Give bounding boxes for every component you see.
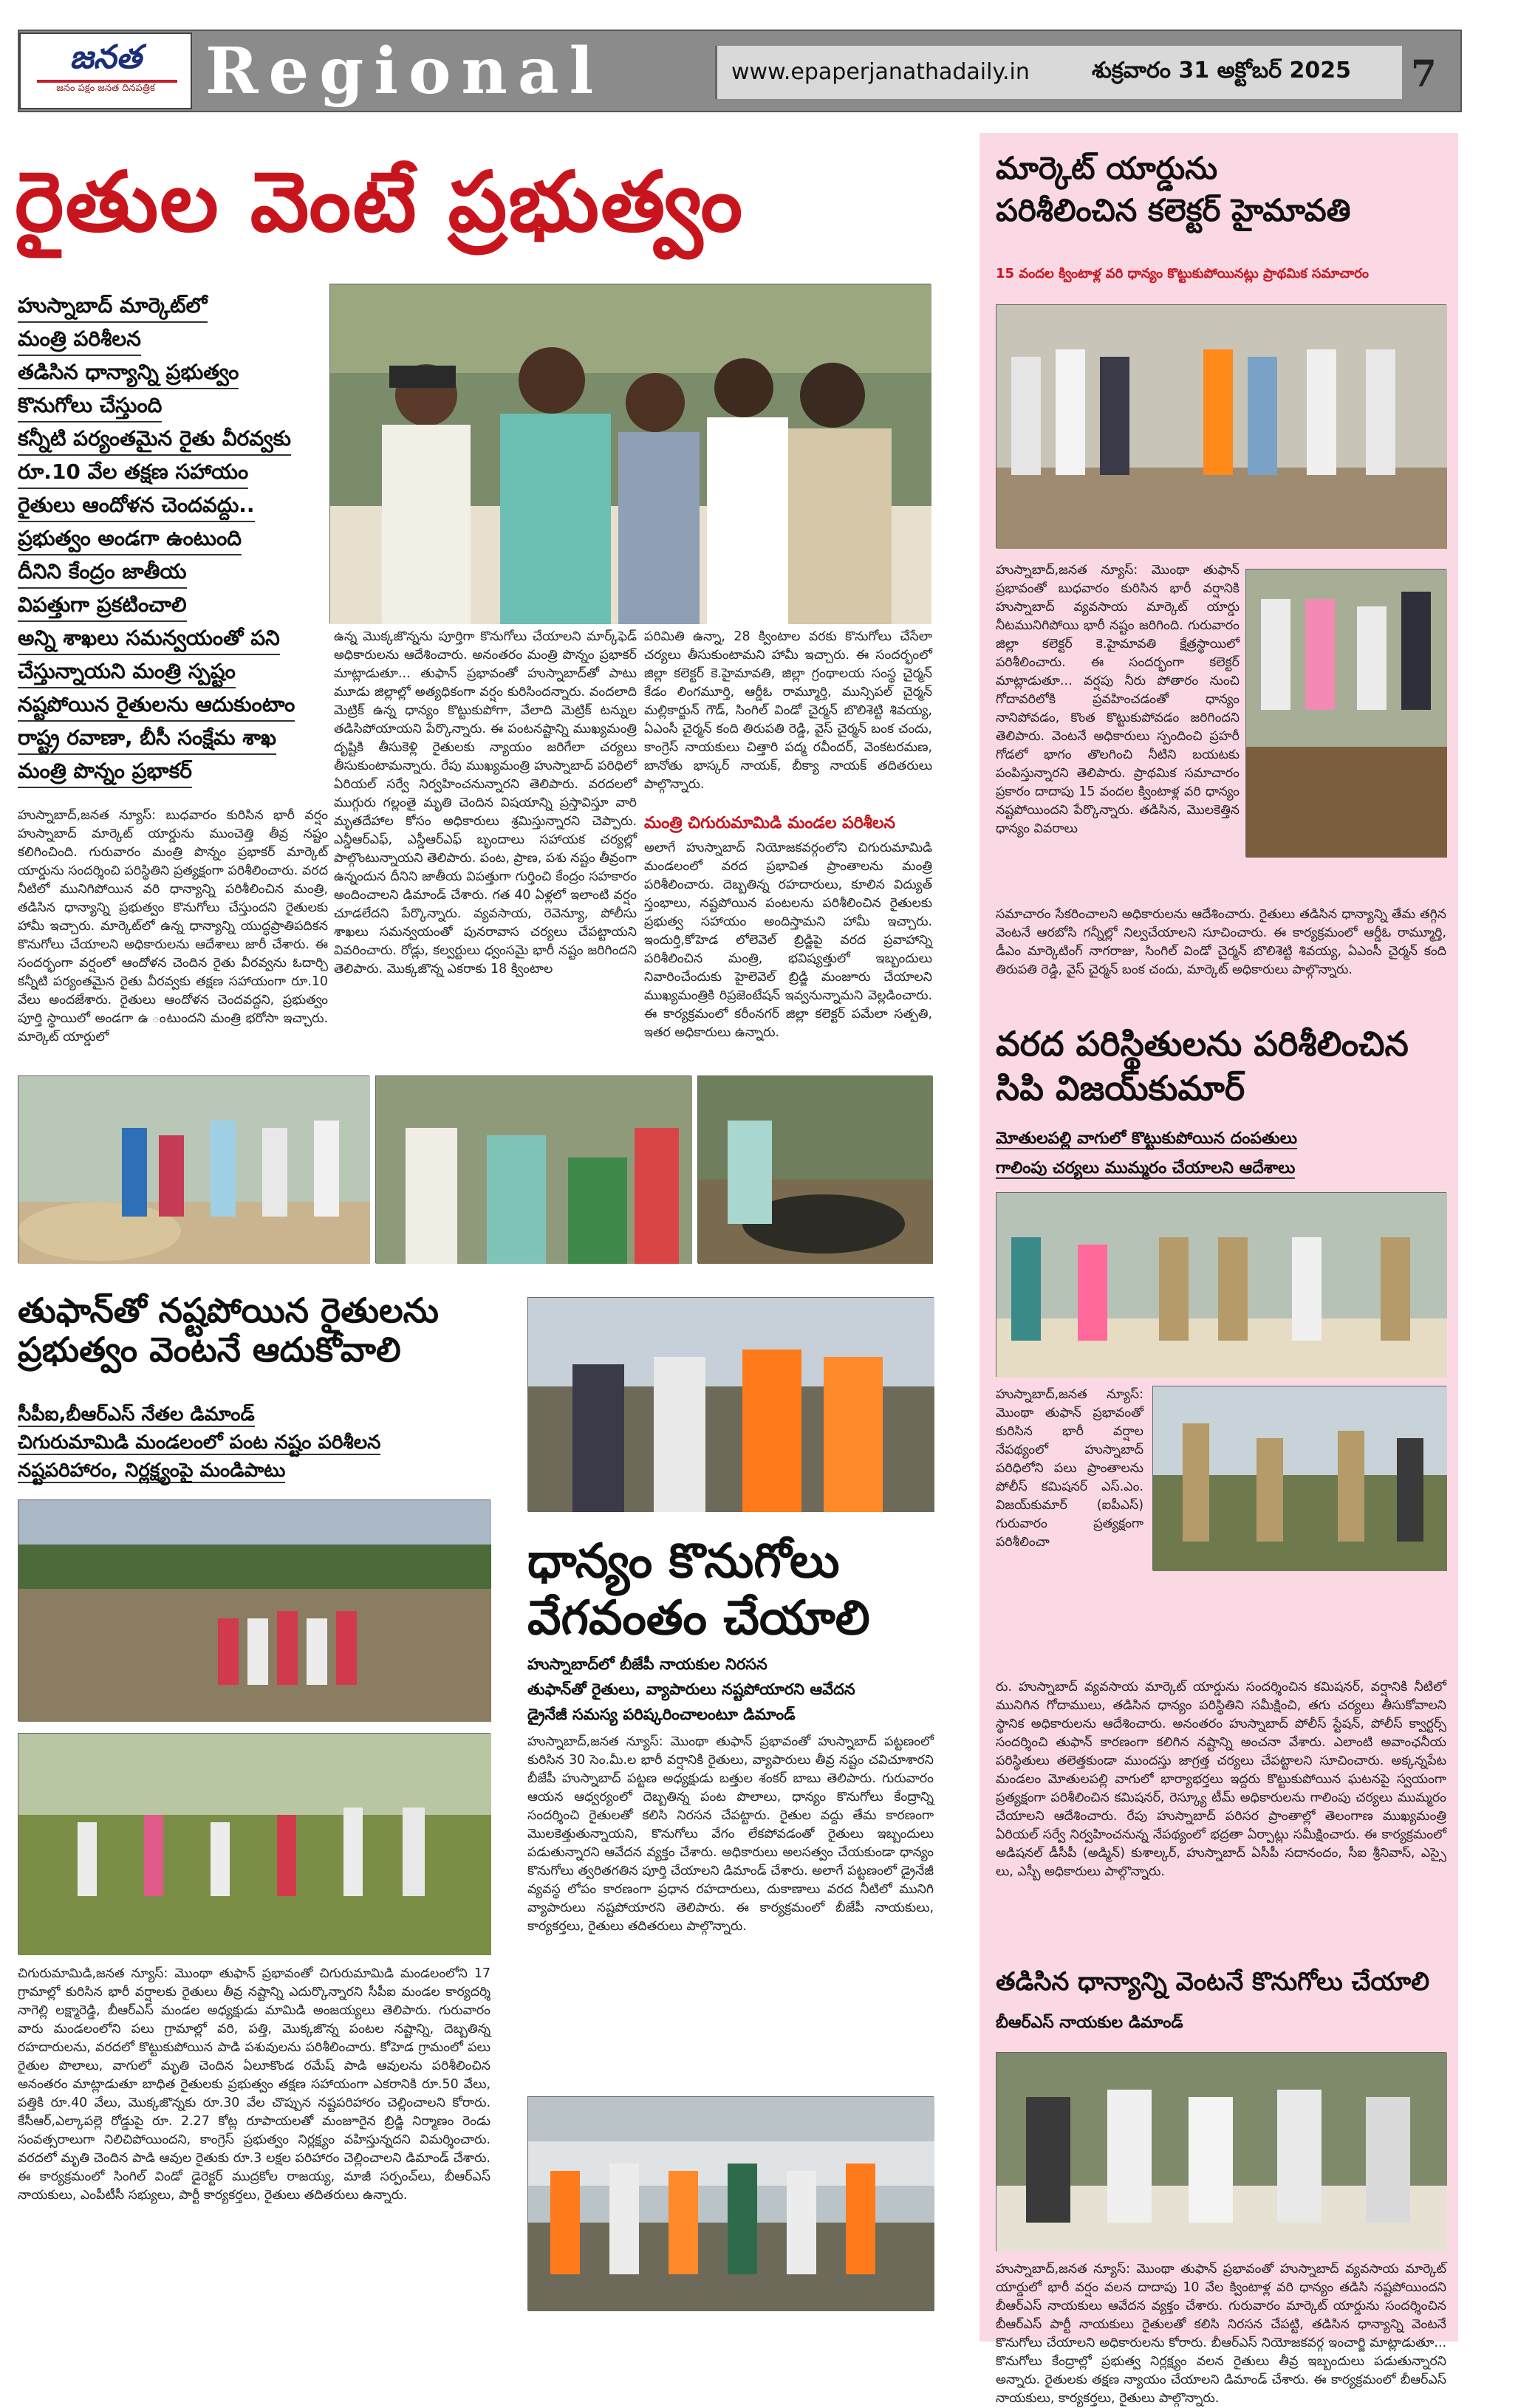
storm-headline: [18, 1291, 490, 1369]
lead-headline: రైతుల వెంటే ప్రభుత్వం: [15, 154, 745, 250]
collector-red-sub: 15 వందల క్వింటాళ్ల వరి ధాన్యం కొట్టుకుపోయినట్లు ప్రాథమిక సమాచారం: [996, 266, 1370, 281]
lead-photo-strip-2: [375, 1075, 691, 1263]
highlight-item: అన్ని శాఖలు సమన్వయంతో పని: [18, 622, 280, 655]
storm-headline-line2: ప్రభుత్వం వెంటనే ఆదుకోవాలి: [18, 1329, 401, 1369]
grain-sub: తుఫాన్‌తో రైతులు, వ్యాపారులు నష్టపోయారని ఆవేదన: [527, 1680, 855, 1698]
grain-photo-2: [527, 2096, 934, 2310]
page-number: 7: [1411, 52, 1437, 95]
lead-photo: [329, 284, 931, 623]
storm-subheads: [18, 1400, 490, 1485]
storm-body: చిగురుమామిడి,జనత న్యూస్: మొంథా తుఫాన్ ప్రభావంతో చిగురుమామిడి మండలంలోని 17 గ్రామాల్లో కురిసిన భారీ వర్షాలకు రైతులు తీవ్ర నష్టాన్ని ఎదుర్కొన్నారని సీపీఐ మండల కార్యదర్శి నాగెల్లి లక్ష్మారెడ్డి, బీఆర్ఎస్ మండల అధ్యక్షుడు మామిడి అంజయ్యలు తెలిపారు. గురువారం వారు మండలంలోని పలు గ్రామాల్లో వరి, పత్తి, మొక్కజొన్న పంటల నష్టాన్ని, దెబ్బతిన్న రహదారులను, వరదలో కొట్టుకుపోయిన పాడి పశువులను పరిశీలించారు. కోహెడ గ్రామంలో పలు రైతుల పొలాలు, వాగులో మృతి చెందిన ఏలూకొండ రమేష్ పాడి ఆవులను పరిశీలించిన అనంతరం మాట్లాడుతూ బాధిత రైతులకు ప్రభుత్వం తక్షణ సహాయంగా ఎకరానికి రూ.50 వేలు, పత్తికి రూ.40 వేలు, మొక్కజొన్నకు రూ.30 వేల చొప్పున నష్టపరిహారం చెల్లించాలని కోరారు. కేసీఆర్,ఎల్కాపల్లె రోడ్డుపై రూ. 2.27 కోట్ల రూపాయలతో మంజూరైన బ్రిడ్జి నిర్మాణం రెండు సంవత్సరాలుగా నిలిచిపోయిందని, కాంగ్రెస్ ప్రభుత్వం నిర్లక్ష్యం వహిస్తున్నదని విమర్శించారు. వరదలో మృతి చెందిన పాడి ఆవుల రైతుకు రూ.3 లక్షల పరిహారం చెల్లించాలని డిమాండ్ చేశారు. ఈ కార్యక్రమంలో సింగిల్ విండో డైరెక్టర్ ముద్రకోల రాజయ్య, మాజీ సర్పంచ్‌లు, బీఆర్ఎస్ నాయకులు, ఎంపీటీసీ సభ్యులు, పార్టీ కార్యకర్తలు, రైతులు తదితరులు ఉన్నారు.: [18, 1966, 490, 2203]
brs-body: హుస్నాబాద్,జనత న్యూస్: మొంథా తుఫాన్ ప్రభావంతో హుస్నాబాద్ వ్యవసాయ మార్కెట్ యార్డులో భారీ వర్షం వలన దాదాపు 10 వేల క్వింటాళ్ల వరి ధాన్యం తడిసి నష్టపోయిందని బీఆర్ఎస్ నాయకులు ఆవేదన వ్యక్తం చేశారు. గురువారం మార్కెట్ యార్డును సందర్శించిన బీఆర్ఎస్ పార్టీ నాయకులు రైతులతో కలిసి నిరసన చేపట్టి, తడిసిన ధాన్యాన్ని వెంటనే కొనుగోలు చేయాలని అధికారులను కోరారు. బీఆర్ఎస్ నియోజకవర్గ ఇంచార్జి మాట్లాడుతూ... కొనుగోలు కేంద్రాల్లో ప్రభుత్వ నిర్లక్ష్యం వలన రైతులు తీవ్ర ఇబ్బందులు పడుతున్నారని అన్నారు. రైతులకు తక్షణ న్యాయం చేయాలని డిమాండ్ చేశారు. ఈ కార్యక్రమంలో బీఆర్ఎస్ నాయకులు, కార్యకర్తలు, రైతులు పాల్గొన్నారు.: [996, 2262, 1446, 2406]
website-link[interactable]: www.epaperjanathadaily.in: [731, 59, 1030, 85]
cp-body-side: హుస్నాబాద్,జనత న్యూస్: మొంథా తుఫాన్ ప్రభావంతో కురిసిన భారీ వర్షాల నేపథ్యంలో హుస్నాబాద్ పరిధిలోని పలు ప్రాంతాలను పోలీస్ కమిషనర్ ఎస్.ఎం. విజయ్‌కుమార్ (ఐపీఎస్) గురువారం ప్రత్యక్షంగా పరిశీలించా: [996, 1387, 1143, 1550]
collector-photo-2: [1245, 569, 1446, 857]
highlight-item: రైతులు ఆందోళన చెందవద్దు..: [18, 489, 255, 522]
highlight-item: నష్టపోయిన రైతులను ఆదుకుంటాం: [18, 688, 295, 722]
grain-sub: డ్రైనేజీ సమస్య పరిష్కరించాలంటూ డిమాండ్: [527, 1706, 796, 1723]
storm-sub: చిగురుమామిడి మండలంలో పంట నష్టం పరిశీలన: [18, 1432, 381, 1454]
grain-headline-line2: వేగవంతం చేయాలి: [527, 1590, 870, 1646]
lead-sub-headline: మంత్రి చిగురుమామిడి మండల పరిశీలన: [644, 814, 895, 832]
cp-sub: గాలింపు చర్యలు ముమ్మరం చేయాలని ఆదేశాలు: [996, 1159, 1296, 1177]
highlight-item: మంత్రి పరిశీలన: [18, 323, 141, 356]
highlight-item: మంత్రి పొన్నం ప్రభాకర్: [18, 755, 192, 788]
storm-headline-line1: తుఫాన్‌తో నష్టపోయిన రైతులను: [18, 1290, 439, 1330]
cp-headline-line2: సిపి విజయ్‌కుమార్: [996, 1067, 1245, 1108]
section-title: Regional: [205, 34, 604, 109]
highlight-item: రాష్ట్ర రవాణా, బీసీ సంక్షేమ శాఖ: [18, 722, 276, 755]
highlight-item: చేస్తున్నాయని మంత్రి స్పష్టం: [18, 655, 236, 688]
brs-headline: తడిసిన ధాన్యాన్ని వెంటనే కొనుగోలు చేయాలి: [996, 1967, 1430, 1997]
lead-photo-strip-3: [697, 1075, 932, 1263]
cp-subheads: [996, 1124, 1446, 1183]
grain-headline: [527, 1533, 941, 1647]
highlight-item: ప్రభుత్వం అండగా ఉంటుంది: [18, 522, 242, 555]
highlight-item: హుస్నాబాద్ మార్కెట్‌లో: [18, 290, 208, 323]
storm-photo-1: [18, 1499, 490, 1721]
brs-sub: బీఆర్ఎస్ నాయకుల డిమాండ్: [996, 2014, 1183, 2032]
lead-body-col3b: అలాగే హుస్నాబాద్ నియోజకవర్గంలోని చిగురుమామిడి మండలంలో వరద ప్రభావిత ప్రాంతాలను మంత్రి పరిశీలించారు. దెబ్బతిన్న రహదారులు, కూలిన విద్యుత్ స్తంభాలు, నష్టపోయిన పంటలను పరిశీలించిన రైతులకు ప్రభుత్వ సహాయం అందిస్తామని హామీ ఇచ్చారు. ఇందుర్తి,కోహెడ లోలెవెల్ బ్రిడ్జిపై వరద ప్రవాహాన్ని పరిశీలించిన మంత్రి, భవిష్యత్తులో ఇబ్బందులు నివారించేందుకు హైలెవెల్ బ్రిడ్జి మంజూరు చేయాలని ముఖ్యమంత్రికి రిప్రజెంటేషన్ ఇవ్వనున్నామని వెల్లడించారు. ఈ కార్యక్రమంలో కరీంనగర్ జిల్లా కలెక్టర్ పమేలా సత్పతి, ఇతర అధికారులు ఉన్నారు.: [644, 841, 932, 1040]
issue-date: శుక్రవారం 31 అక్టోబర్ 2025: [1092, 58, 1352, 83]
highlight-item: విపత్తుగా ప్రకటించాలి: [18, 589, 187, 622]
grain-sub: హుస్నాబాద్‌లో బీజేపీ నాయకుల నిరసన: [527, 1655, 767, 1673]
highlight-item: తడిసిన ధాన్యాన్ని ప్రభుత్వం: [18, 356, 239, 389]
lead-highlights: [18, 290, 328, 788]
highlight-item: రూ.10 వేల తక్షణ సహాయం: [18, 456, 248, 489]
cp-photo-1: [996, 1192, 1446, 1377]
storm-sub: నష్టపరిహారం, నిర్లక్ష్యంపై మండిపాటు: [18, 1460, 286, 1482]
collector-body: సమాచారం సేకరించాలని అధికారులను ఆదేశించారు. రైతులు తడిసిన ధాన్యాన్ని తేమ తగ్గిన వెంటనే ఆరబోసి గన్నీల్లో నిల్వచేయాలని సూచించారు. ఈ కార్యక్రమంలో ఆర్డీఓ రామ్మూర్తి, డీఎం మార్కెటింగ్ నాగరాజు, సింగిల్ విండో చైర్మన్ బొలిశెట్టి శివయ్య, ఏఎంసీ చైర్మన్ కంది తిరుపతి రెడ్డి, వైస్ చైర్మన్ బంక చందు, మార్కెట్ అధికారులు పాల్గొన్నారు.: [996, 907, 1446, 977]
logo-tagline: జనం పక్షం జనత దినపత్రిక: [56, 83, 155, 94]
grain-photo-1: [527, 1297, 934, 1511]
cp-photo-2: [1152, 1386, 1446, 1570]
collector-headline-line2: పరిశీలించిన కలెక్టర్ హైమావతి: [996, 191, 1351, 228]
lead-body-col1: హుస్నాబాద్,జనత న్యూస్: బుధవారం కురిసిన భారీ వర్షం హుస్నాబాద్ మార్కెట్ యార్డును ముంచెత్తి తీవ్ర నష్టం కలిగించింది. గురువారం మంత్రి పొన్నం ప్రభాకర్ మార్కెట్ యార్డును సందర్శించి పరిస్థితిని ప్రత్యక్షంగా పరిశీలించారు. వరద నీటిలో మునిగిపోయిన వరి ధాన్యాన్ని పరిశీలించిన మంత్రి, తడిసిన ధాన్యాన్ని ప్రభుత్వం కొనుగోలు చేస్తుందని రైతులకు హామీ ఇచ్చారు. మార్కెట్‌లో ఉన్న ధాన్యాన్ని యుద్ధప్రాతిపదికన కొనుగోలు చేయాలని అధికారులను ఆదేశాలు జారీ చేశారు. ఈ సందర్భంగా వర్షంలో ఆందోళన చెందిన రైతు వీరవ్వను ఓదార్చి కన్నీటి పర్యంతమైన రైతు వీరవ్వకు తక్షణ సహాయంగా రూ.10 వేలు అందజేశారు. రైతులు ఆందోళన చెందవద్దని, ప్రభుత్వం పూర్తి స్థాయిలో అండగా ఉ ంటుందని మంత్రి భరోసా ఇచ్చారు. మార్కెట్ యార్డులో: [18, 808, 328, 1044]
highlight-item: కన్నీటి పర్యంతమైన రైతు వీరవ్వకు: [18, 423, 291, 456]
brs-photo: [996, 2052, 1446, 2251]
collector-headline: [996, 148, 1446, 231]
collector-photo-1: [996, 304, 1446, 548]
lead-photo-strip-1: [18, 1075, 369, 1263]
highlight-item: కొనుగోలు చేస్తుంది: [18, 389, 162, 423]
grain-subheads: [527, 1652, 941, 1727]
grain-headline-line1: ధాన్యం కొనుగోలు: [527, 1533, 840, 1589]
cp-headline: [996, 1022, 1446, 1111]
storm-photo-2: [18, 1733, 490, 1954]
collector-headline-line1: మార్కెట్ యార్డును: [996, 150, 1218, 186]
grain-body: హుస్నాబాద్,జనత న్యూస్: మొంథా తుఫాన్ ప్రభావంతో హుస్నాబాద్ పట్టణంలో కురిసిన 30 సెం.మీ.ల భారీ వర్షానికి రైతులు, వ్యాపారులు తీవ్ర నష్టం చవిచూశారని బీజేపీ హుస్నాబాద్ పట్టణ అధ్యక్షుడు బత్తుల శంకర్ బాబు తెలిపారు. గురువారం ఆయన ఆధ్వర్యంలో దెబ్బతిన్న పంట పొలాలు, ధాన్యం కొనుగోలు కేంద్రాన్ని సందర్శించి రైతులతో కలిసి నిరసన చేపట్టారు. రైతుల వద్దు తేమ కారణంగా మొలకెత్తుతున్నాయని, కొనుగోలు వేగం లేకపోవడంతో రైతులు ఇబ్బందులు పడుతున్నారని ఆవేదన వ్యక్తం చేశారు. అధికారులు అలసత్వం చేయకుండా ధాన్యం కొనుగోలు త్వరితగతిన పూర్తి చేయాలని డిమాండ్ చేశారు. అలాగే పట్టణంలో డ్రైనేజీ వ్యవస్థ లోపం కారణంగా ప్రధాన రహదారులు, దుకాణాలు వరద నీటిలో మునిగి వ్యాపారులు నష్టపోయారని తెలిపారు. ఈ కార్యక్రమంలో బీజేపీ నాయకులు, కార్యకర్తలు, రైతులు తదితరులు పాల్గొన్నారు.: [527, 1734, 934, 1934]
collector-body-side: హుస్నాబాద్,జనత న్యూస్: మొంథా తుఫాన్ ప్రభావంతో బుధవారం కురిసిన భారీ వర్షానికి హుస్నాబాద్ వ్యవసాయ మార్కెట్ యార్డు నీటమునిగిపోయి భారీ నష్టం జరిగింది. గురువారం జిల్లా కలెక్టర్ కె.హైమావతి క్షేత్రస్థాయిలో పరిశీలించారు. ఈ సందర్భంగా కలెక్టర్ మాట్లాడుతూ... వర్షపు నీరు పోతారం నుంచి గోదావరిలోకి ప్రవహించడంతో ధాన్యం నానిపోవడం, కొంత కొట్టుకుపోవడం జరిగిందని తెలిపారు. వెంటనే అధికారులు స్పందించి ప్రహరీ గోడలో భాగం తొలగించి నీటిని బయటకు పంపిస్తున్నారని తెలిపారు. ప్రాథమిక సమాచారం ప్రకారం దాదాపు 15 వందల క్వింటాళ్ల వరి ధాన్యం నష్టపోయిందని పేర్కొన్నారు. తడిసిన, మొలకెత్తిన ధాన్యం వివరాలు: [996, 563, 1240, 836]
cp-body: రు. హుస్నాబాద్ వ్యవసాయ మార్కెట్ యార్డును సందర్శించిన కమిషనర్, వర్షానికి నీటిలో మునిగిన గోదాములు, తడిసిన ధాన్యం పరిస్థితిని సమీక్షించి, తగు చర్యలు తీసుకోవాలని స్థానిక అధికారులను ఆదేశించారు. అనంతరం హుస్నాబాద్ పోలీస్ స్టేషన్, పోలీస్ క్వార్టర్స్ సందర్శించి తుఫాన్ కారణంగా కలిగిన నష్టాన్ని అంచనా వేశారు. ఎలాంటి అవాంఛనీయ పరిస్థితులు తలెత్తకుండా ముందస్తు జాగ్రత్త చర్యలు చేపట్టాలని సూచించారు. అక్కన్నపేట మండలం మోతులపల్లి వాగులో భార్యాభర్తలు ఇద్దరు కొట్టుకుపోయిన ఘటనపై స్వయంగా ప్రత్యక్షంగా పరిశీలించిన కమిషనర్, రెస్క్యూ టీమ్ అధికారులను గాలింపు చర్యలు ముమ్మరం చేయాలని ఆదేశించారు. రేపు హుస్నాబాద్ పరిసర ప్రాంతాల్లో తెలంగాణ ముఖ్యమంత్రి ఏరియల్ సర్వే నిర్వహించనున్న నేపథ్యంలో భద్రతా ఏర్పాట్లు సమీక్షించారు. ఈ కార్యక్రమంలో అడిషనల్ డీసీపీ (అడ్మిన్) కుశాల్కర్, హుస్నాబాద్ ఏసీపీ సదానందం, సీఐ శ్రీనివాస్, ఎస్సై లు, ఎస్బీ అధికారులు పాల్గొన్నారు.: [996, 1680, 1446, 1879]
logo-text: జనత: [69, 38, 142, 76]
lead-body-col3a: పరిమితి ఉన్నా, 28 క్వింటాల వరకు కొనుగోలు చేసేలా చర్యలు తీసుకుంటామని హామీ ఇచ్చారు. ఈ సందర్భంలో జిల్లా కలెక్టర్ కె.హైమావతి, జిల్లా గ్రంథాలయ సంస్థ చైర్మన్ కేడం లింగమూర్తి, ఆర్డీఓ రామ్మూర్తి, మున్సిపల్ చైర్మన్ మల్లికార్జున్ గౌడ్, సింగిల్ విండో చైర్మన్ బొలిశెట్టి శివయ్య, ఏఎంసీ చైర్మన్ కంది తిరుపతి రెడ్డి, వైస్ చైర్మన్ బంక చందు, కాంగ్రెస్ నాయకులు చిత్తారి పద్మ రవీందర్, వెంకటరమణ, బానోతు భాస్కర్ నాయక్, బీక్యా నాయక్ తదితరులు పాల్గొన్నారు.: [644, 629, 932, 792]
storm-sub: సీపీఐ,బీఆర్ఎస్ నేతల డిమాండ్: [18, 1403, 255, 1426]
cp-sub: మోతులపల్లి వాగులో కొట్టుకుపోయిన దంపతులు: [996, 1129, 1297, 1148]
cp-headline-line1: వరద పరిస్థితులను పరిశీలించిన: [996, 1024, 1409, 1064]
highlight-item: దీనిని కేంద్రం జాతీయ: [18, 555, 187, 589]
lead-body-col2: ఉన్న మొక్కజొన్నను పూర్తిగా కొనుగోలు చేయాలని మార్క్‌ఫెడ్ అధికారులను ఆదేశించారు. అనంతరం మంత్రి పొన్నం ప్రభాకర్ మాట్లాడుతూ... తుఫాన్ ప్రభావంతో హుస్నాబాద్‌తో పాటు మూడు జిల్లాల్లో అత్యధికంగా వర్షం కురిసిందన్నారు. వందలాది మెట్రిక్ ఉన్న ధాన్యం కొట్టుకుపోగా, వేలాది మెట్రిక్ టన్నుల తడిసిపోయాయని పేర్కొన్నారు. ఈ పంటనష్టాన్ని ముఖ్యమంత్రి దృష్టికి తీసుకెళ్లి రైతులకు న్యాయం జరిగేలా చర్యలు తీసుకుంటామన్నారు. రేపు ముఖ్యమంత్రి హుస్నాబాద్ పరిధిలో ఏరియల్ సర్వే నిర్వహించనున్నారని తెలిపారు. వరదలలో ముగ్గురు గల్లంతై మృతి చెందిన విషయాన్ని ప్రస్తావిస్తూ వారి మృతదేహాల కోసం అధికారులు శ్రమిస్తున్నారని చెప్పారు. ఎన్డీఆర్ఎఫ్, ఎస్డీఆర్ఎఫ్ బృందాలు సహాయక చర్యల్లో పాల్గొంటున్నాయని తెలిపారు. పంట, ప్రాణ, పశు నష్టం తీవ్రంగా ఉన్నందున దీనిని జాతీయ విపత్తుగా గుర్తించి కేంద్రం సహకారం అందించాలని డిమాండ్ చేశారు. గత 40 ఏళ్లలో ఇలాంటి వర్షం చూడలేదని పేర్కొన్నారు. వ్యవసాయ, రెవెన్యూ, పోలీసు శాఖలు సమన్వయంతో పునరావాస చర్యలు చేపట్టాయని వివరించారు. రోడ్లు, కల్వర్టులు ధ్వంసమై భారీ నష్టం జరిగిందని తెలిపారు. మొక్కజొన్న ఎకరాకు 18 క్వింటాల: [334, 629, 637, 976]
